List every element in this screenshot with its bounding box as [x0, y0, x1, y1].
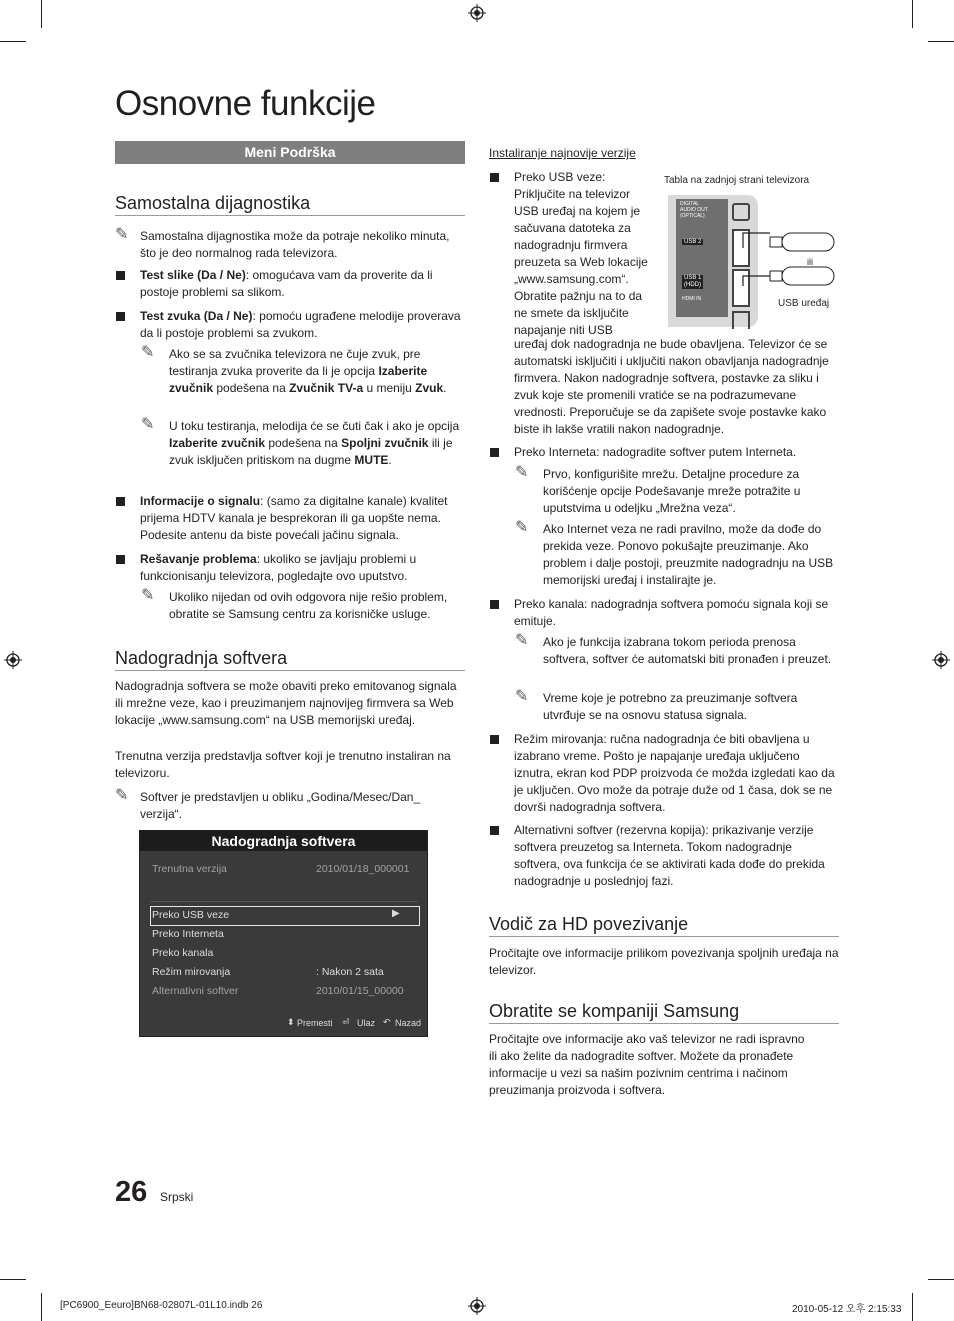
panel-label-hdmi: HDMI IN: [682, 296, 702, 302]
crop-mark: [0, 41, 26, 42]
pencil-note-icon: ✎: [115, 787, 129, 804]
osd-title: Nadogradnja softvera: [140, 831, 427, 851]
upgrade-note: Softver je predstavljen u obliku „Godina/Mesec/Dan_ verzija“.: [140, 790, 421, 821]
contact-text: Pročitajte ove informacije ako vaš televizor ne radi ispravno ili ako želite da nadogradite softver. Možete da pronađete informacije u vezi sa našim pozivnim centrima i načinom preuzimanja proizvoda i softvera.: [489, 1032, 805, 1097]
self-diag-heading: Samostalna dijagnostika: [115, 193, 465, 216]
pencil-note-icon: ✎: [141, 344, 155, 361]
sound-note-2: U toku testiranja, melodija će se čuti čak i ako je opcija Izaberite zvučnik podešena na Spoljni zvučnik ili je zvuk isključen pritiskom na dugme MUTE.: [169, 419, 460, 467]
pencil-note-icon: ✎: [141, 587, 155, 604]
osd-alt-value: 2010/01/15_00000: [316, 985, 404, 997]
osd-item-usb[interactable]: Preko USB veze: [152, 909, 230, 921]
square-bullet-icon: [116, 312, 125, 321]
osd-updown-icon: ⬍: [287, 1017, 295, 1027]
registration-mark-icon: [468, 4, 486, 22]
crop-mark: [928, 41, 954, 42]
panel-label-digital: DIGITAL AUDIO OUT (OPTICAL): [680, 201, 708, 219]
bullet-troubleshoot: Rešavanje problema: ukoliko se javljaju problemi u funkcionisanju televizora, pogledajte ovo uputstvo.: [140, 552, 417, 583]
osd-current-value: 2010/01/18_000001: [316, 863, 410, 875]
sound-note-1: Ako se sa zvučnika televizora ne čuje zvuk, pre testiranja zvuka proverite da li je opcija Izaberite zvučnik podešena na Zvučnik TV-a u meniju Zvuk.: [169, 347, 447, 395]
osd-upgrade-menu: [139, 830, 428, 1037]
bullet-alternative: Alternativni softver (rezervna kopija): prikazivanje verzije softvera preuzetog sa Interneta. Tokom nadogradnje softvera, ova funkcija će se aktivirati kada dođe do prekida nadogradnje u poslednjoj fazi.: [514, 823, 825, 888]
usb-narrow-text: Preko USB veze: Priključite na televizor USB uređaj na kojem je sačuvana datoteka za nadogradnju firmvera preuzeta sa Web lokacije „www.samsung.com“. Obratite pažnju na to da ne smete da isključite napajanje niti USB: [514, 170, 648, 337]
usb-stick-icon: [735, 228, 835, 303]
bullet-signal-info: Informacije o signalu: (samo za digitalne kanale) kvalitet prijema HDTV kanala je besprekoran ili ga uopšte nema. Podesite antenu da biste povećali jačinu signala.: [140, 494, 448, 542]
channel-note-2: Vreme koje je potrebno za preuzimanje softvera utvrđuje se na osnovu statusa signala.: [543, 691, 798, 722]
bullet-sound-test: Test zvuka (Da / Ne): pomoću ugrađene melodije proverava da li postoje problemi sa zvukom.: [140, 309, 461, 340]
square-bullet-icon: [490, 826, 499, 835]
crop-mark: [0, 1279, 26, 1280]
install-heading: Instaliranje najnovije verzije: [489, 146, 636, 160]
osd-standby-value: : Nakon 2 sata: [316, 966, 384, 978]
panel-caption: Tabla na zadnjoj strani televizora: [664, 175, 810, 186]
crop-mark: [41, 0, 42, 28]
self-diag-note: Samostalna dijagnostika može da potraje nekoliko minuta, što je deo normalnog rada televizora.: [140, 229, 450, 260]
osd-divider: [150, 901, 418, 902]
page-number: 26: [115, 1176, 148, 1208]
hd-text: Pročitajte ove informacije prilikom povezivanja spoljnih uređaja na televizor.: [489, 946, 839, 977]
bullet-channel: Preko kanala: nadogradnja softvera pomoću signala koji se emituje.: [514, 597, 829, 628]
square-bullet-icon: [490, 448, 499, 457]
osd-arrow-icon: ▶: [392, 908, 400, 919]
crop-mark: [912, 1293, 913, 1321]
osd-item-standby[interactable]: Režim mirovanja: [152, 966, 231, 978]
pencil-note-icon: ✎: [141, 416, 155, 433]
panel-label-usb2: USB 2: [684, 239, 702, 245]
hdmi-port: [732, 311, 750, 329]
square-bullet-icon: [116, 497, 125, 506]
osd-foot-move: Premesti: [297, 1018, 333, 1028]
registration-mark-icon: [468, 1297, 486, 1315]
osd-foot-back: Nazad: [395, 1018, 422, 1028]
osd-item-internet[interactable]: Preko Interneta: [152, 928, 224, 940]
osd-item-channel[interactable]: Preko kanala: [152, 947, 214, 959]
crop-mark: [41, 1293, 42, 1321]
usb-wide-text: uređaj dok nadogradnja ne bude obavljena. Televizor će se automatski isključiti i uključiti nakon obavljanja nadogradnje firmvera. Nakon nadogradnje softvera, postavke za sliku i zvuk koje ste promenili vratiće se na podrazumevane vrednosti. Preporučuje se da zapišete svoje postavke kako biste ih lakše vratili nakon nadogradnje.: [514, 337, 829, 436]
page-title: Osnovne funkcije: [115, 84, 376, 123]
upgrade-paragraph-1: Nadogradnja softvera se može obaviti preko emitovanog signala ili mrežne veze, kao i preuzimanjem najnovijeg firmvera sa Web lokacije „www.samsung.com“ na USB memorijski uređaj.: [115, 679, 457, 727]
osd-current-label: Trenutna verzija: [152, 863, 227, 875]
panel-label-usb1: USB 1 (HDD): [684, 275, 702, 288]
osd-item-alternative[interactable]: Alternativni softver: [152, 985, 239, 997]
pencil-note-icon: ✎: [515, 519, 529, 536]
bullet-picture-test: Test slike (Da / Ne): omogućava vam da proverite da li postoje problemi sa slikom.: [140, 268, 433, 299]
pencil-note-icon: ✎: [515, 464, 529, 481]
channel-note-1: Ako je funkcija izabrana tokom perioda prenosa softvera, softver će automatski biti pronađen i preuzet.: [543, 635, 832, 666]
osd-enter-icon: ⏎: [342, 1017, 350, 1027]
crop-mark: [912, 0, 913, 28]
upgrade-paragraph-2: Trenutna verzija predstavlja softver koji je trenutno instaliran na televizoru.: [115, 749, 451, 780]
bullet-internet: Preko Interneta: nadogradite softver putem Interneta.: [514, 445, 797, 459]
square-bullet-icon: [490, 600, 499, 609]
registration-mark-icon: [932, 651, 950, 669]
osd-foot-enter: Ulaz: [357, 1018, 376, 1028]
pencil-note-icon: ✎: [515, 632, 529, 649]
square-bullet-icon: [116, 555, 125, 564]
pencil-note-icon: ✎: [515, 688, 529, 705]
menu-bar: Meni Podrška: [115, 141, 465, 164]
pencil-note-icon: ✎: [115, 226, 129, 243]
internet-note-1: Prvo, konfigurišite mrežu. Detaljne procedure za korišćenje opcije Podešavanje mreže potražite u uputstvima u odeljku „Mrežna veza“.: [543, 467, 801, 515]
hd-heading: Vodič za HD povezivanje: [489, 914, 839, 937]
internet-note-2: Ako Internet veza ne radi pravilno, može da dođe do prekida veze. Ponovo pokušajte preuzimanje. Ako problem i dalje postoji, preuzmite nadogradnju na USB memorijski uređaj i instalirajte je.: [543, 522, 834, 587]
crop-mark: [928, 1279, 954, 1280]
upgrade-heading: Nadogradnja softvera: [115, 648, 465, 671]
contact-heading: Obratite se kompaniji Samsung: [489, 1001, 839, 1024]
square-bullet-icon: [490, 173, 499, 182]
footer-date: 2010-05-12 오후 2:15:33: [792, 1304, 902, 1315]
footer-file: [PC6900_Eeuro]BN68-02807L-01L10.indb 26: [60, 1300, 263, 1311]
page-language: Srpski: [160, 1190, 194, 1204]
square-bullet-icon: [116, 271, 125, 280]
optical-port: [732, 203, 750, 221]
usb-device-label: USB uređaj: [778, 298, 830, 309]
osd-back-icon: ↶: [383, 1017, 391, 1027]
bullet-standby: Režim mirovanja: ručna nadogradnja će biti obavljena u izabrano vreme. Pošto je napajanje uređaja uključeno iznutra, ekran kod PDP proizvoda će možda izgledati kao da je uključen. Ovo može da potraje duže od 1 časa, dok se ne dovrši nadogradnja softvera.: [514, 732, 835, 814]
or-label: ili: [807, 257, 813, 267]
square-bullet-icon: [490, 735, 499, 744]
troubleshoot-note: Ukoliko nijedan od ovih odgovora nije rešio problem, obratite se Samsung centru za korisničke usluge.: [169, 590, 448, 621]
registration-mark-icon: [4, 651, 22, 669]
